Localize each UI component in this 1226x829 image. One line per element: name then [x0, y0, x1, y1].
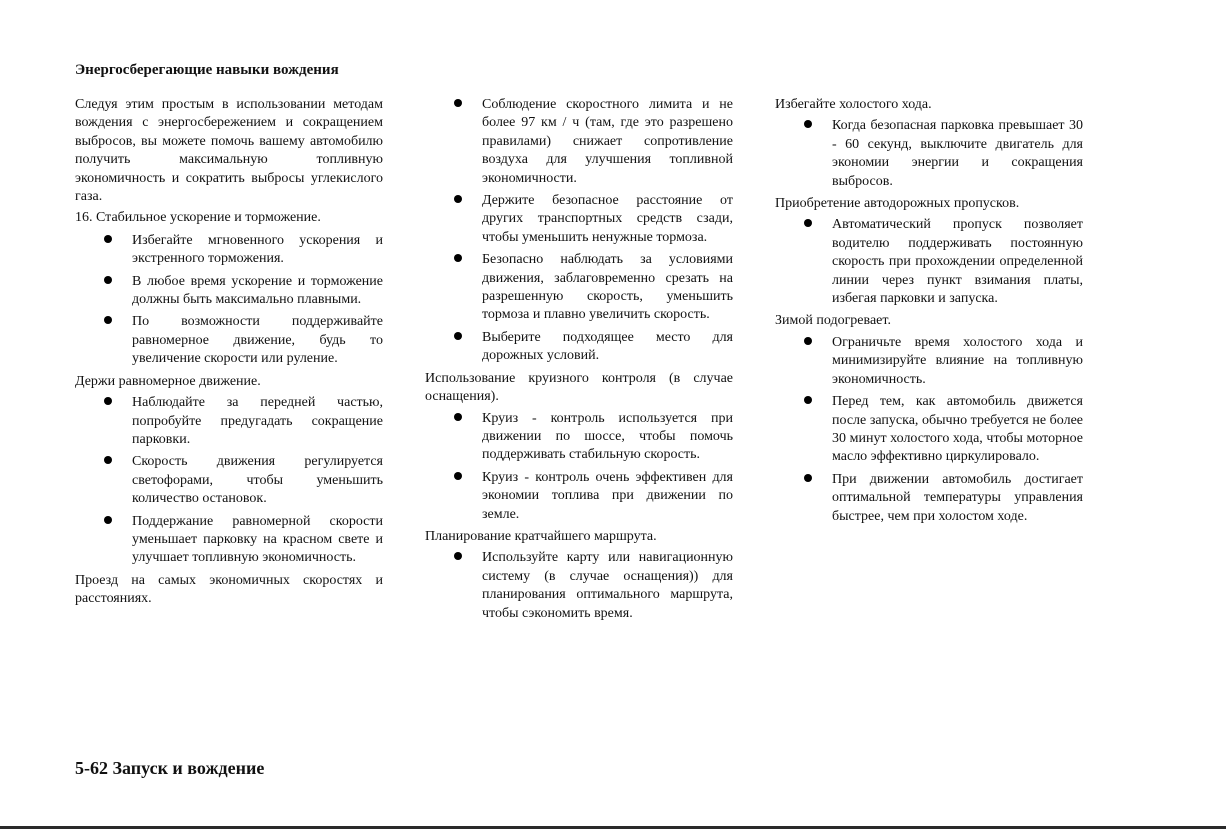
bullet-icon	[104, 397, 112, 405]
bullet-icon	[104, 316, 112, 324]
subheading-cruise-control: Использование круизного контроля (в случае оснащения).	[425, 370, 733, 405]
route-planning-list	[425, 549, 733, 623]
bullet-icon	[804, 120, 812, 128]
idle-list	[775, 117, 1083, 191]
cruise-control-list	[425, 410, 733, 524]
bullet-icon	[104, 516, 112, 524]
list-item: В любое время ускорение и торможение должны быть максимально плавными.	[75, 273, 383, 310]
bullet-icon	[454, 472, 462, 480]
bullet-icon	[104, 276, 112, 284]
bullet-icon	[804, 337, 812, 345]
bullet-icon	[454, 254, 462, 262]
list-item: Избегайте мгновенного ускорения и экстренного торможения.	[75, 232, 383, 269]
list-item: Соблюдение скоростного лимита и не более 97 км / ч (там, где это разрешено правилами) снижает сопротивление воздуха для улучшения топливной экономичности.	[425, 96, 733, 188]
list-item: Перед тем, как автомобиль движется после запуска, обычно требуется не более 30 минут холостого хода, чтобы моторное масло эффективно циркулировало.	[775, 393, 1083, 467]
list-item: Автоматический пропуск позволяет водителю поддерживать постоянную скорость при прохождении определенной линии через пункт взимания платы, избегая парковки и запуска.	[775, 216, 1083, 308]
list-item: Ограничьте время холостого хода и минимизируйте влияние на топливную экономичность.	[775, 334, 1083, 389]
bullet-icon	[804, 396, 812, 404]
bullet-icon	[104, 456, 112, 464]
column-3	[775, 96, 1083, 530]
subheading-toll-pass: Приобретение автодорожных пропусков.	[775, 196, 1020, 212]
list-item: Наблюдайте за передней частью, попробуйте предугадать сокращение парковки.	[75, 394, 383, 449]
subheading-idle: Избегайте холостого хода.	[775, 97, 932, 112]
bullet-icon	[454, 332, 462, 340]
acceleration-list	[75, 232, 383, 369]
intro-paragraph: Следуя этим простым в использовании методам вождения с энергосбережением и сокращением выбросов, вы можете помочь вашему автомобилю получить максимальную топливную экономичность и сократить выбросы углекислого газа.	[75, 97, 383, 205]
list-item: Выберите подходящее место для дорожных условий.	[425, 329, 733, 366]
list-item: Безопасно наблюдать за условиями движения, заблаговременно срезать на разрешенную скорость, уменьшить тормоза и плавно увеличить скорость.	[425, 251, 733, 325]
section-title: Энергосберегающие навыки вождения	[75, 62, 339, 78]
list-item: Когда безопасная парковка превышает 30 - 60 секунд, выключите двигатель для экономии энергии и сокращения выбросов.	[775, 117, 1083, 191]
list-item: Держите безопасное расстояние от других транспортных средств сзади, чтобы уменьшить ненужные тормоза.	[425, 192, 733, 247]
bullet-icon	[454, 99, 462, 107]
column-1	[75, 96, 383, 612]
list-item: По возможности поддерживайте равномерное движение, будь то увеличение скорости или руление.	[75, 313, 383, 368]
speed-list	[425, 96, 733, 366]
bullet-icon	[804, 474, 812, 482]
subheading-economical-speed: Проезд на самых экономичных скоростях и расстояниях.	[75, 572, 383, 607]
page-footer: 5-62 Запуск и вождение	[75, 758, 265, 778]
column-2	[425, 96, 733, 627]
toll-pass-list	[775, 216, 1083, 308]
list-item: Круиз - контроль используется при движении по шоссе, чтобы помочь поддерживать стабильную скорость.	[425, 410, 733, 465]
winter-list	[775, 334, 1083, 526]
bullet-icon	[804, 219, 812, 227]
subheading-route-planning: Планирование кратчайшего маршрута.	[425, 528, 657, 544]
subheading-winter: Зимой подогревает.	[775, 313, 891, 329]
steady-driving-list	[75, 394, 383, 568]
list-item: Круиз - контроль очень эффективен для экономии топлива при движении по земле.	[425, 469, 733, 524]
bullet-icon	[104, 235, 112, 243]
list-item: Поддержание равномерной скорости уменьшает парковку на красном свете и улучшает топливную экономичность.	[75, 513, 383, 568]
numbered-item-16: 16. Стабильное ускорение и торможение.	[75, 210, 321, 226]
subheading-steady-driving: Держи равномерное движение.	[75, 373, 261, 389]
list-item: Скорость движения регулируется светофорами, чтобы уменьшить количество остановок.	[75, 453, 383, 508]
bullet-icon	[454, 552, 462, 560]
bullet-icon	[454, 413, 462, 421]
bullet-icon	[454, 195, 462, 203]
list-item: Используйте карту или навигационную систему (в случае оснащения)) для планирования оптимального маршрута, чтобы сэкономить время.	[425, 549, 733, 623]
list-item: При движении автомобиль достигает оптимальной температуры управления быстрее, чем при холостом ходе.	[775, 471, 1083, 526]
